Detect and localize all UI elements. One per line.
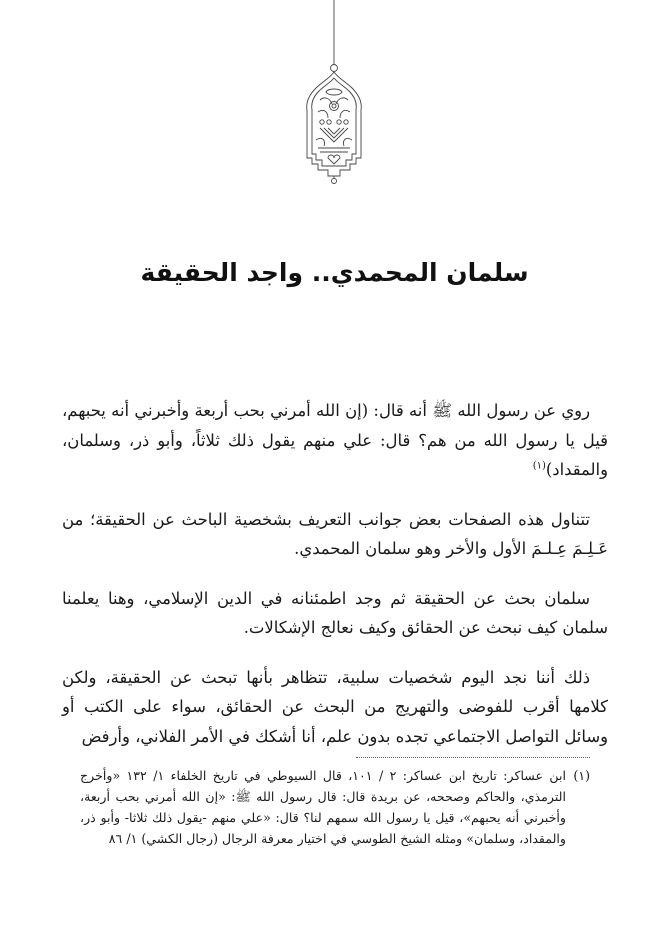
hanging-lantern-icon [294, 0, 374, 190]
paragraph-4: ذلك أننا نجد اليوم شخصيات سلبية، تتظاهر بأنها تبحث عن الحقيقة، ولكن كلامها أقرب للفوضى والتهريج من البحث عن الحقائق، سواء على الكتب أو وسائل التواصل الاجتماعي تجده بدون علم، أنا أشكك في الأمر الفلاني، وأرفض [62, 667, 608, 746]
paragraph-3: سلمان بحث عن الحقيقة ثم وجد اطمئنانه في الدين الإسلامي، وهنا يعلمنا سلمان كيف نبحث عن الحقائق وكيف نعالج الإشكالات. [62, 588, 608, 637]
footnote-text: ابن عساكر: تاريخ ابن عساكر: ٢ / ١٠١، قال السيوطي في تاريخ الخلفاء ١/ ١٣٢ «وأخرج الترمذي، والحاكم وصححه، عن بريدة قال: قال رسول الله ﷺ: «إن الله أمرني بحب أربعة، وأخبرني أنه يحبهم»، قيل يا رسول الله سمهم لنا؟ قال: «علي منهم -يقول ذلك ثلاثا- وأبو ذر، والمقداد، وسلمان» ومثله الشيخ الطوسي في اختيار معرفة الرجال (رجال الكشي) ١/ ٨٦ [80, 768, 567, 846]
body-text [62, 396, 608, 751]
paragraph-2: تتناول هذه الصفحات بعض جوانب التعريف بشخصية الباحث عن الحقيقة؛ من عَـلِـمَ عِـلـمَ الأول والأخر وهو سلمان المحمدي. [62, 509, 608, 558]
chapter-title: سلمان المحمدي.. واجد الحقيقة [140, 257, 529, 287]
footnote-separator [356, 757, 590, 758]
footnote-reference-1[interactable]: (١) [532, 460, 546, 472]
footnotes-section [80, 765, 590, 849]
footnote-1 [80, 765, 590, 849]
paragraph-1 [62, 396, 608, 485]
footnote-number: (١) [573, 768, 590, 783]
paragraph-1-text: روي عن رسول الله ﷺ أنه قال: (إن الله أمرني بحب أربعة وأخبرني أنه يحبهم، قيل يا رسول الله من هم؟ قال: علي منهم يقول ذلك ثلاثاً، وأبو ذر، وسلمان، والمقداد) [62, 401, 608, 479]
